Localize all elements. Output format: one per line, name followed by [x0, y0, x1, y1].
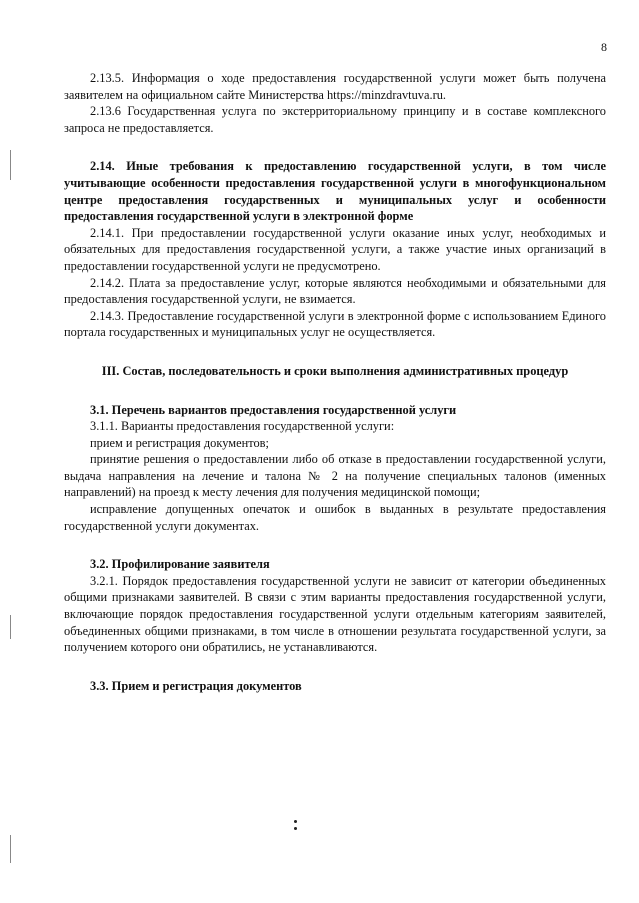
paragraph-3-2-1: 3.2.1. Порядок предоставления государственной услуги не зависит от категории объединенных общими признаками заявителей. В связи с этим варианты предоставления государственной услуги, включающие порядок предоставления государственной услуги отдельным категориям заявителей, объединенных общими признаками, в том числе в отношении результата государственной услуги, за получением которого они обратились, не устанавливаются.	[64, 573, 606, 655]
list-item-variant-2: принятие решения о предоставлении либо об отказе в предоставлении государственной услуги, выдача направления на лечение и талона № 2 на получение специальных талонов (именных направлений) на проезд к месту лечения для получения медицинской помощи;	[64, 452, 606, 500]
paragraph-2-13-6: 2.13.6 Государственная услуга по экстерриториальному принципу и в составе комплексного запроса не предоставляется.	[64, 104, 606, 135]
scan-speck	[294, 827, 297, 830]
chapter-heading-iii: III. Состав, последовательность и сроки выполнения административных процедур	[101, 363, 569, 378]
list-item-variant-3: исправление допущенных опечаток и ошибок в выданных в результате предоставления государственной услуги документах.	[64, 502, 606, 533]
section-heading-3-2: 3.2. Профилирование заявителя	[90, 557, 270, 572]
scan-margin-mark	[10, 150, 11, 180]
paragraph-2-14-1: 2.14.1. При предоставлении государственной услуги оказание иных услуг, необходимых и обязательных для предоставления государственной услуги, а также участие иных организаций в предоставлении государственной услуги не предусмотрено.	[64, 225, 606, 273]
page-number: 8	[601, 40, 607, 54]
section-heading-3-3: 3.3. Прием и регистрация документов	[90, 678, 302, 693]
paragraph-2-14-2: 2.14.2. Плата за предоставление услуг, которые являются необходимыми и обязательными для предоставления государственной услуги, не взимается.	[64, 275, 606, 307]
paragraph-2-14-3: 2.14.3. Предоставление государственной услуги в электронной форме с использованием Единого портала государственных и муниципальных услуг не осуществляется.	[64, 308, 606, 340]
scan-margin-mark	[10, 615, 11, 639]
list-item-variant-1: прием и регистрация документов;	[90, 435, 269, 450]
section-heading-2-14: 2.14. Иные требования к предоставлению государственной услуги, в том числе учитывающие особенности предоставления государственной услуги в многофункциональном центре предоставления государственных и муниципальных услуг и особенности предоставления государственной услуги в электронной форме	[64, 159, 606, 224]
paragraph-2-13-5: 2.13.5. Информация о ходе предоставления государственной услуги может быть получена заявителем на официальном сайте Министерства https://minzdravtuva.ru.	[64, 71, 606, 102]
scan-margin-mark	[10, 835, 11, 863]
section-heading-3-1: 3.1. Перечень вариантов предоставления государственной услуги	[90, 402, 457, 417]
document-body	[64, 70, 606, 694]
paragraph-3-1-1: 3.1.1. Варианты предоставления государственной услуги:	[90, 419, 395, 434]
scan-speck	[294, 820, 297, 823]
